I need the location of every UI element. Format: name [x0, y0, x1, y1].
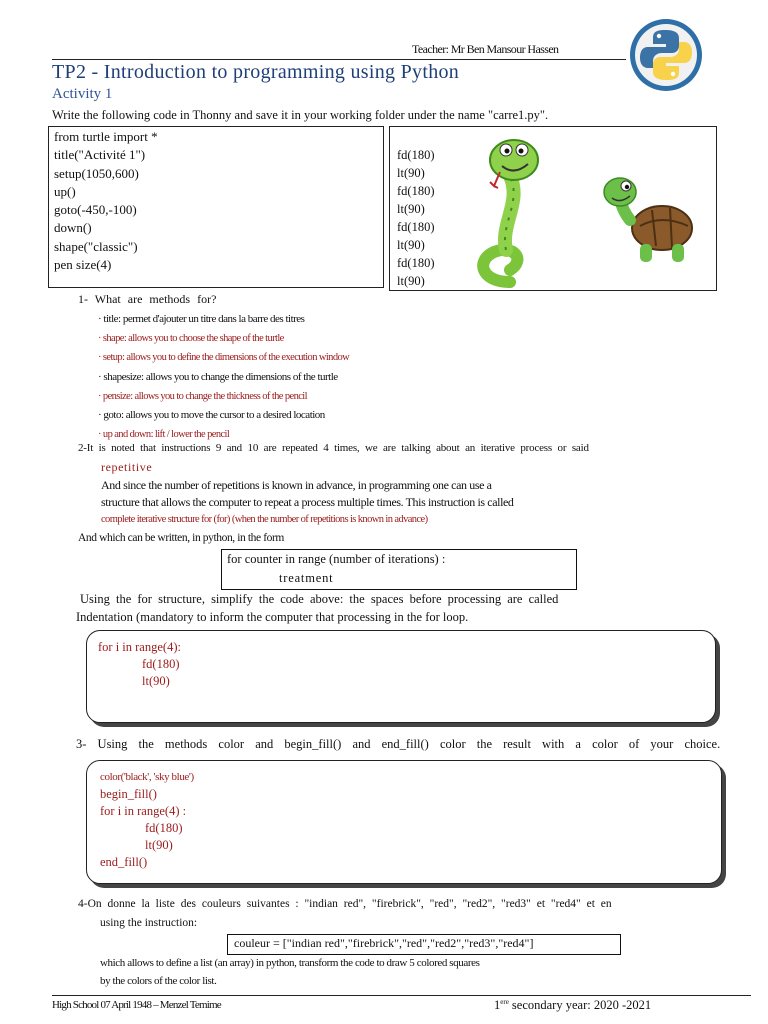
footer-school: High School 07 April 1948 – Menzel Temime — [52, 999, 221, 1011]
list-item: · title: permet d'ajouter un titre dans la barre des titres — [98, 313, 305, 325]
command-line: fd(180) — [397, 148, 435, 162]
command-line: lt(90) — [397, 202, 425, 216]
answer-code-line: for i in range(4): — [98, 640, 181, 654]
color-list-code: couleur = ["indian red","firebrick","red","red2","red3","red4"] — [234, 936, 534, 950]
code-line: goto(-450,-100) — [54, 202, 137, 218]
command-list — [397, 146, 435, 290]
answer-repetitive: repetitive — [101, 460, 153, 474]
list-item: · setup: allows you to define the dimensions of the execution window — [98, 352, 350, 364]
answer-code-line: fd(180) — [145, 821, 183, 835]
answer-structure: complete iterative structure for (for) (when the number of repetitions is known in advance) — [101, 514, 428, 525]
code-block — [48, 126, 384, 288]
list-item: · shape: allows you to choose the shape of the turtle — [98, 333, 284, 345]
answer-code-line: for i in range(4) : — [100, 804, 187, 818]
list-item: · shapesize: allows you to change the dimensions of the turtle — [98, 370, 338, 383]
code-line: up() — [54, 183, 76, 199]
paragraph-line: And since the number of repetitions is known in advance, in programming one can use a — [101, 478, 492, 492]
answer-code-line: fd(180) — [142, 657, 180, 671]
snake-illustration — [470, 132, 550, 288]
answer-code-line: lt(90) — [145, 838, 173, 852]
question-4: 4-On donne la liste des couleurs suivantes : "indian red", "firebrick", "red", "red2", "red3" et "red4" et en — [78, 898, 612, 910]
answer-code-line: lt(90) — [142, 674, 170, 688]
instruction-text: Write the following code in Thonny and save it in your working folder under the name "carre1.py". — [52, 108, 549, 122]
answer-code-line: color('black', 'sky blue') — [100, 771, 194, 783]
paragraph-line: Indentation (mandatory to inform the computer that processing in the for loop. — [76, 610, 469, 624]
paragraph-line: structure that allows the computer to repeat a process multiple times. This instruction is called — [101, 495, 514, 509]
for-syntax-line: for counter in range (number of iterations) : — [227, 552, 446, 566]
footer-rule — [52, 995, 751, 996]
code-line: title("Activité 1") — [54, 147, 146, 163]
question-3: 3- Using the methods color and begin_fill() and end_fill() color the result with a color of your choice. — [76, 737, 721, 751]
footer-year — [494, 998, 651, 1013]
code-line: from turtle import * — [54, 129, 158, 144]
paragraph-line: Using the for structure, simplify the code above: the spaces before processing are called — [80, 592, 559, 606]
command-line: fd(180) — [397, 184, 435, 198]
command-line: lt(90) — [397, 238, 425, 252]
command-line: fd(180) — [397, 220, 435, 234]
command-line: fd(180) — [397, 256, 435, 270]
python-logo-icon — [629, 18, 703, 92]
paragraph-line: using the instruction: — [100, 917, 198, 929]
footer-year-text: secondary year: 2020 -2021 — [508, 998, 652, 1013]
header-rule — [52, 59, 626, 60]
page-title: TP2 - Introduction to programming using Python — [52, 61, 460, 83]
paragraph-line: by the colors of the color list. — [100, 975, 217, 987]
activity-heading: Activity 1 — [52, 86, 113, 102]
list-item: · up and down: lift / lower the pencil — [98, 429, 230, 441]
teacher-name: Teacher: Mr Ben Mansour Hassen — [412, 42, 559, 56]
method-list — [98, 310, 349, 444]
turtle-illustration — [600, 170, 700, 270]
answer-code-line: begin_fill() — [100, 787, 157, 801]
list-item: · pensize: allows you to change the thickness of the pencil — [98, 390, 307, 402]
code-line: setup(1050,600) — [54, 165, 139, 181]
footer-year-num: 1 — [494, 998, 501, 1013]
answer-code-line: end_fill() — [100, 855, 148, 869]
footer-year-sup: ere — [500, 998, 509, 1006]
list-item: · goto: allows you to move the cursor to a desired location — [98, 409, 325, 422]
paragraph-line: which allows to define a list (an array) in python, transform the code to draw 5 colored squares — [100, 957, 480, 969]
code-line: down() — [54, 220, 92, 236]
code-line: pen size(4) — [54, 257, 112, 273]
paragraph-line: And which can be written, in python, in the form — [78, 532, 284, 544]
for-syntax-treatment: treatment — [279, 571, 334, 585]
question-2: 2-It is noted that instructions 9 and 10 are repeated 4 times, we are talking about an iterative process or said — [78, 442, 589, 454]
code-line: shape("classic") — [54, 238, 138, 254]
question-1: 1- What are methods for? — [78, 292, 217, 306]
command-line: lt(90) — [397, 166, 425, 180]
command-line: lt(90) — [397, 274, 425, 288]
